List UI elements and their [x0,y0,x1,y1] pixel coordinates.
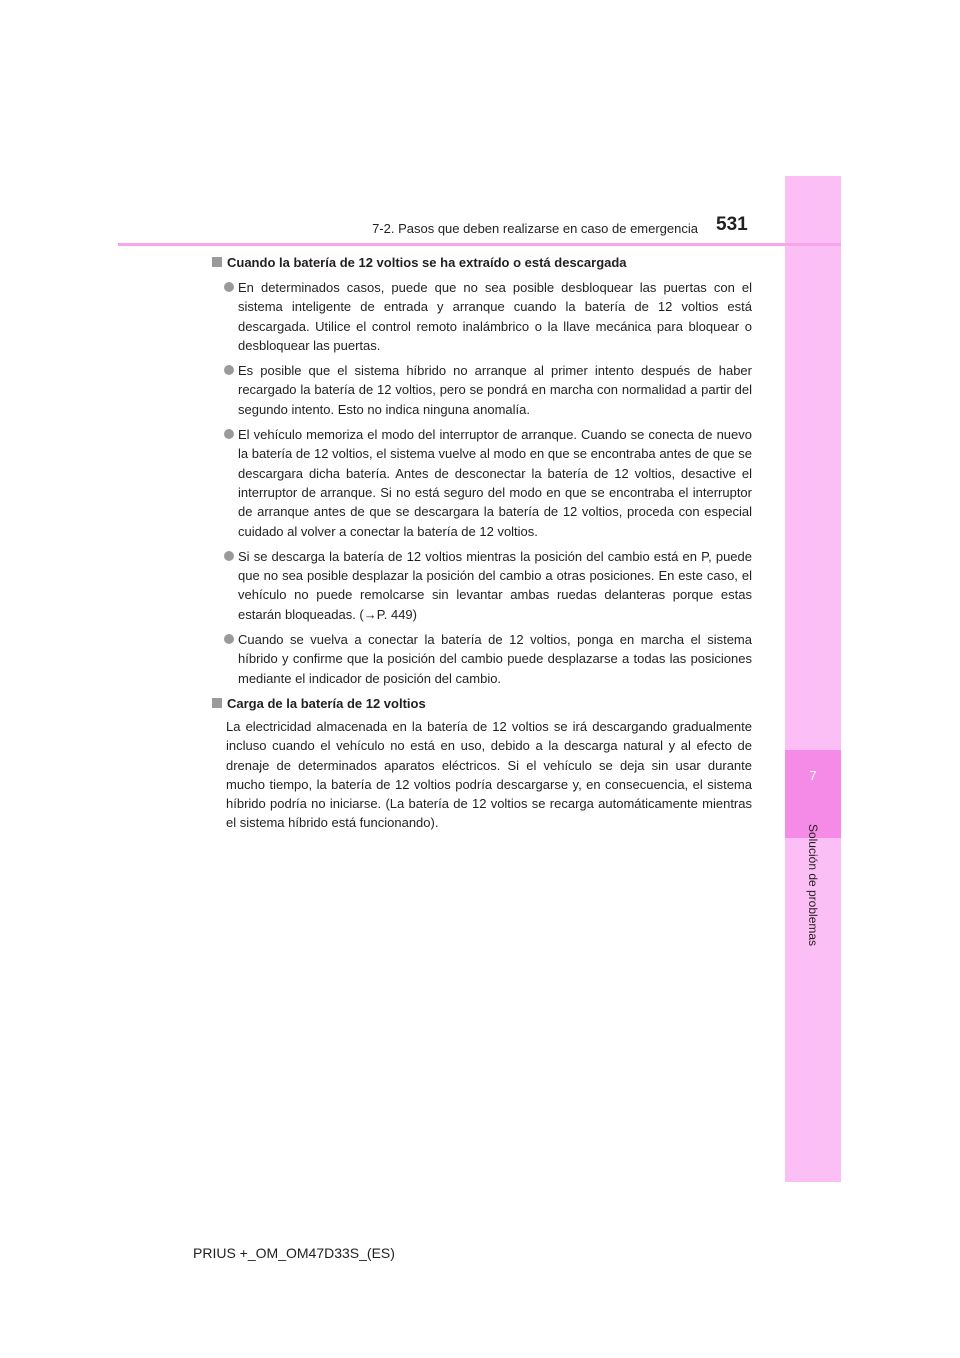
list-item-text: En determinados casos, puede que no sea posible desbloquear las puertas con el sistema inteligente de entrada y arranque cuando la batería de 12 voltios está descargada. Utilice el control remoto inalámbrico o la llave mecánica para bloquear o desbloquear las puertas. [238,280,752,353]
header-divider [118,243,841,246]
square-bullet-icon [212,698,222,708]
section-paragraph: La electricidad almacenada en la batería de 12 voltios se irá descargando gradualmente incluso cuando el vehículo no está en uso, debido a la descarga natural y al efecto de drenaje de determinados aparatos eléctricos. Si el vehículo se deja sin usar durante mucho tiempo, la batería de 12 voltios podría descargarse y, en consecuencia, el sistema híbrido podría no iniciarse. (La batería de 12 voltios se recarga automáticamente mientras el sistema híbrido está funcionando). [226,718,752,831]
circle-bullet-icon [224,634,234,644]
circle-bullet-icon [224,365,234,375]
list-item [212,361,752,419]
section-header: 7-2. Pasos que deben realizarse en caso de emergencia [372,221,698,236]
list-item-text: Si se descarga la batería de 12 voltios mientras la posición del cambio está en P, puede que no sea posible desplazar la posición del cambio a otras posiciones. En este caso, el vehículo no puede remolcarse sin levantar ambas ruedas delanteras porque estas estarán bloqueadas. (→P. 449) [238,548,752,622]
chapter-title-text: Solución de problemas [806,823,820,947]
list-item [212,547,752,624]
chapter-number: 7 [809,768,817,783]
list-item-text: Cuando se vuelva a conectar la batería de 12 voltios, ponga en marcha el sistema híbrido y confirme que la posición del cambio puede desplazarse a todas las posiciones mediante el indicador de posición del cambio. [238,632,752,686]
list-item-text: Es posible que el sistema híbrido no arranque al primer intento después de haber recargado la batería de 12 voltios, pero se pondrá en marcha con normalidad a partir del segundo intento. Esto no indica ninguna anomalía. [238,363,752,417]
section-heading [212,253,752,272]
square-bullet-icon [212,257,222,267]
page-number: 531 [716,214,748,235]
list-item [212,278,752,355]
page-content [212,253,752,833]
list-item [212,425,752,541]
section-heading-text: Carga de la batería de 12 voltios [227,695,426,711]
list-item [212,630,752,688]
list-item-text: El vehículo memoriza el modo del interruptor de arranque. Cuando se conecta de nuevo la batería de 12 voltios, el sistema vuelve al modo en que se encontraba antes de que se descargara dicha batería. Antes de desconectar la batería de 12 voltios, desactive el interruptor de arranque. Si no está seguro del modo en que se encontraba el interruptor de arranque antes de que se descargara la batería de 12 voltios, proceda con especial cuidado al volver a conectar la batería de 12 voltios. [238,427,752,539]
circle-bullet-icon [224,282,234,292]
section-heading [212,694,752,713]
document-code: PRIUS +_OM_OM47D33S_(ES) [193,1245,395,1261]
section-heading-text: Cuando la batería de 12 voltios se ha extraído o está descargada [227,255,627,270]
circle-bullet-icon [224,429,234,439]
circle-bullet-icon [224,551,234,561]
chapter-side-tab [785,176,841,1182]
